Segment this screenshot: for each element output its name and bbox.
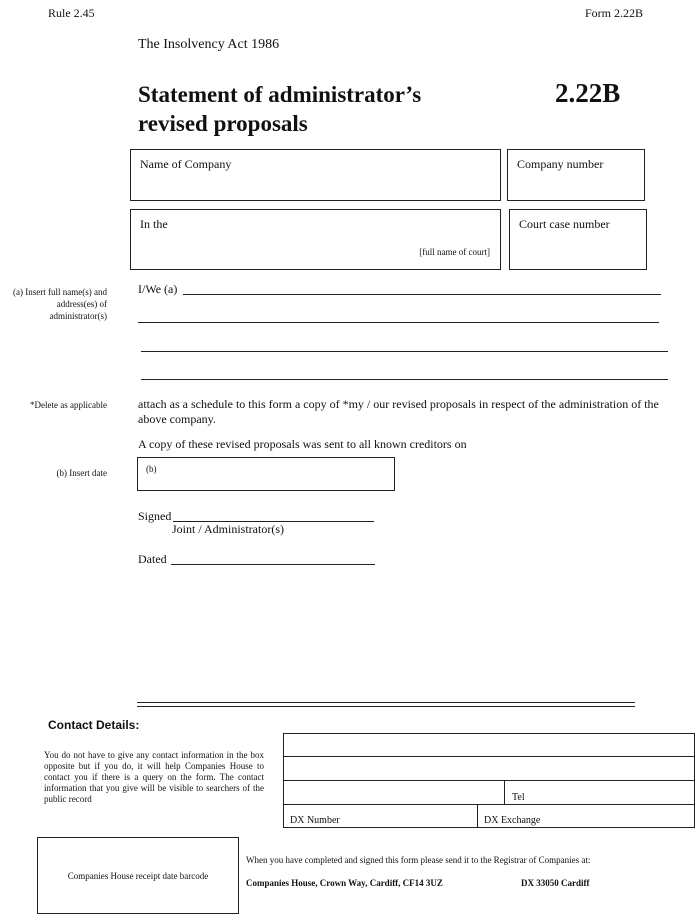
contact-row-2[interactable] (283, 756, 695, 781)
registrar-dx: DX 33050 Cardiff (521, 878, 590, 888)
dx-number-field[interactable] (283, 804, 478, 828)
barcode-label: Companies House receipt date barcode (67, 871, 209, 881)
act-name: The Insolvency Act 1986 (138, 37, 280, 52)
date-box-label: (b) (146, 464, 157, 474)
court-case-number-field[interactable] (509, 209, 647, 270)
administrator-address-line-2[interactable] (141, 351, 668, 352)
dated-line[interactable] (171, 564, 375, 565)
form-reference: Form 2.22B (585, 6, 644, 20)
dx-exchange-field[interactable] (477, 804, 695, 828)
title-line-2: revised proposals (138, 111, 308, 136)
contact-info: You do not have to give any contact information in the box opposite but if you do, it will help Companies House to contact you if there is a query on the form. The contact information that you give will be visible to searchers of the public record (44, 750, 264, 804)
in-the-label: In the (140, 217, 168, 231)
tel-field[interactable] (504, 780, 695, 805)
send-instructions: When you have completed and signed this form please send it to the Registrar of Companies at: (246, 855, 591, 865)
administrator-name-line[interactable] (183, 294, 661, 295)
court-name-field[interactable] (130, 209, 501, 270)
court-case-label: Court case number (519, 217, 610, 231)
dx-number-label: DX Number (290, 815, 340, 826)
page-title (138, 80, 421, 138)
court-hint: [full name of court] (419, 247, 490, 257)
signer-role: Joint / Administrator(s) (172, 522, 284, 536)
note-b: (b) Insert date (56, 468, 107, 478)
title-line-1: Statement of administrator’s (138, 82, 422, 107)
form-number: 2.22B (555, 78, 621, 108)
section-divider (137, 702, 635, 707)
contact-row-1[interactable] (283, 733, 695, 757)
company-number-field[interactable] (507, 149, 645, 201)
administrator-address-line-1[interactable] (138, 322, 659, 323)
contact-heading: Contact Details: (48, 718, 140, 732)
delete-note: *Delete as applicable (30, 400, 107, 410)
note-a (0, 286, 107, 322)
dated-label: Dated (138, 552, 167, 566)
creditors-date-field[interactable] (137, 457, 395, 491)
note-a-line-1: (a) Insert full name(s) and (13, 287, 107, 297)
signed-label: Signed (138, 509, 172, 523)
dx-exchange-label: DX Exchange (484, 815, 541, 826)
sent-statement: A copy of these revised proposals was sent to all known creditors on (138, 437, 467, 451)
contact-row-3[interactable] (283, 780, 505, 805)
registrar-address: Companies House, Crown Way, Cardiff, CF14 3UZ (246, 878, 443, 888)
note-a-line-2: address(es) of (56, 299, 107, 309)
note-a-line-3: administrator(s) (49, 311, 107, 321)
iwe-label: I/We (a) (138, 282, 178, 296)
barcode-box (37, 837, 239, 914)
company-name-label: Name of Company (140, 157, 232, 171)
attach-statement: attach as a schedule to this form a copy of *my / our revised proposals in respect of the administration of the above company. (138, 397, 659, 426)
rule-reference: Rule 2.45 (48, 6, 95, 20)
company-name-field[interactable] (130, 149, 501, 201)
tel-label: Tel (512, 792, 525, 803)
company-number-label: Company number (517, 157, 604, 171)
administrator-address-line-3[interactable] (141, 379, 668, 380)
